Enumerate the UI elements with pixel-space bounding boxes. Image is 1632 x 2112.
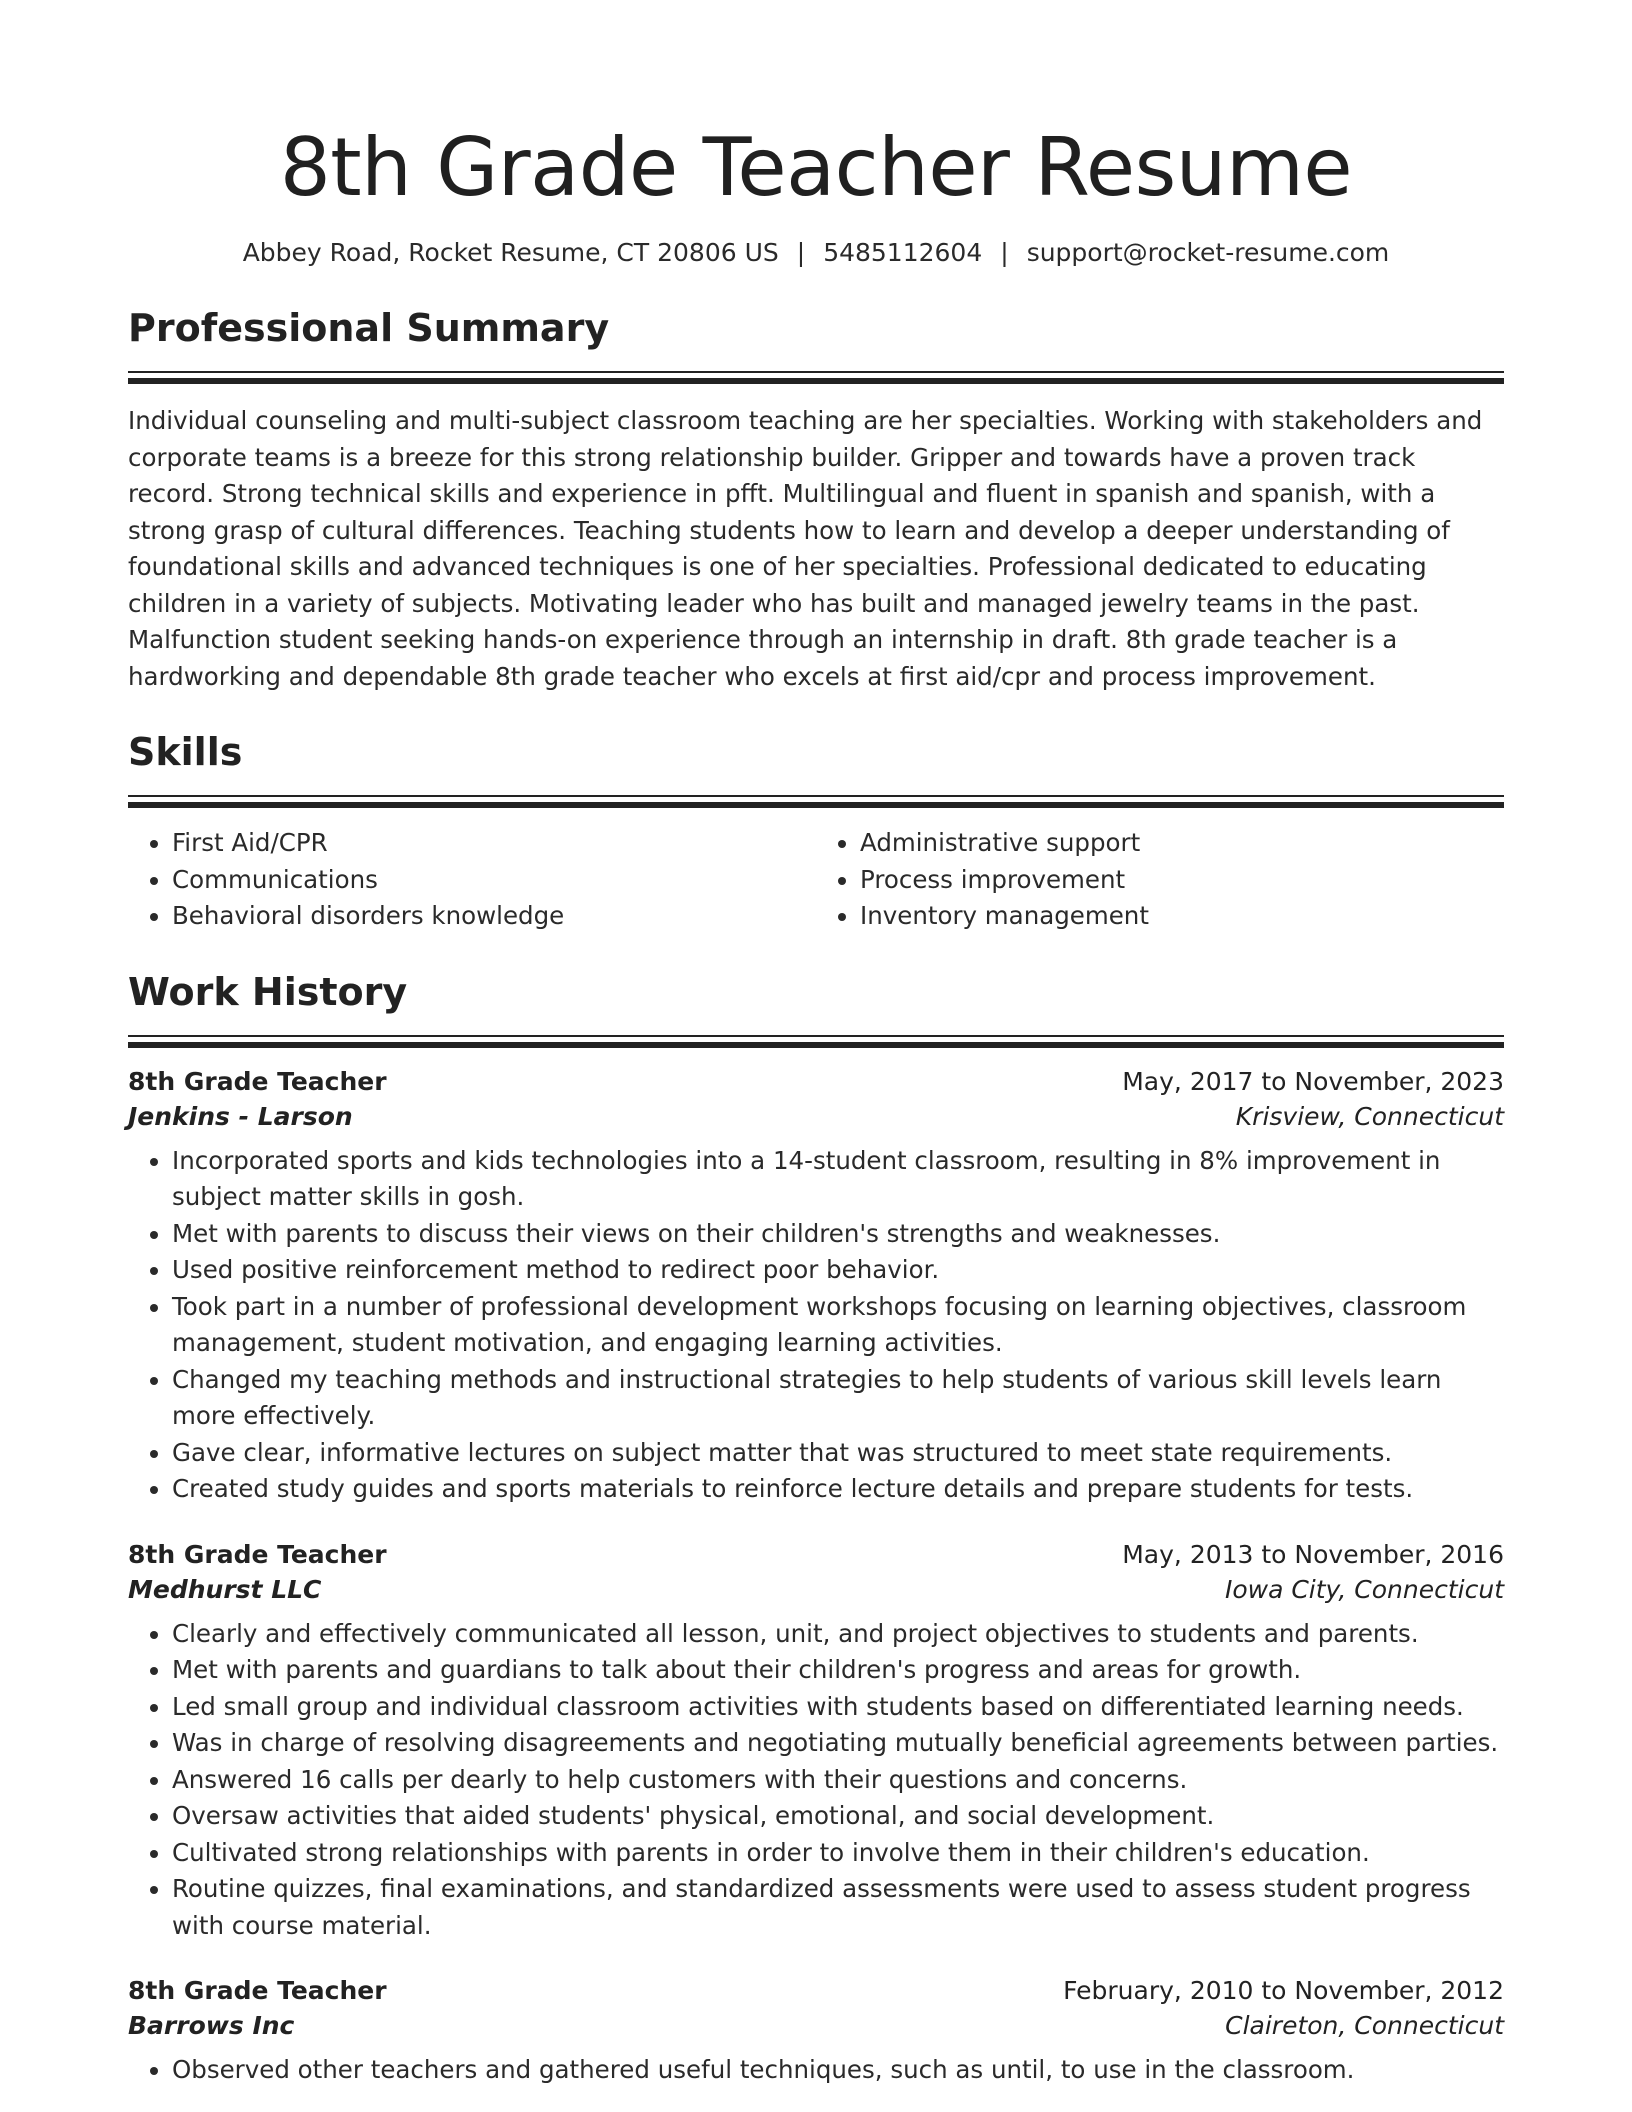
job-header bbox=[128, 1067, 1504, 1096]
separator: | bbox=[796, 238, 806, 267]
job-bullet: • Created study guides and sports materials to reinforce lecture details and prepare students for tests. bbox=[172, 1471, 1504, 1508]
job-bullet: • Took part in a number of professional development workshops focusing on learning objectives, classroom management, student motivation, and engaging learning activities. bbox=[172, 1289, 1504, 1362]
job-title: 8th Grade Teacher bbox=[128, 1066, 387, 1096]
job-bullet: • Was in charge of resolving disagreements and negotiating mutually beneficial agreements between parties. bbox=[172, 1725, 1504, 1762]
job-company: Barrows Inc bbox=[128, 2011, 295, 2040]
job-entry bbox=[128, 1540, 1504, 1945]
job-bullet: • Met with parents and guardians to talk about their children's progress and areas for growth. bbox=[172, 1652, 1504, 1689]
skill-item: • First Aid/CPR bbox=[172, 825, 816, 862]
job-title: 8th Grade Teacher bbox=[128, 1539, 387, 1569]
summary-section bbox=[128, 303, 1504, 695]
job-subheader bbox=[128, 1102, 1504, 1131]
job-dates: May, 2013 to November, 2016 bbox=[1122, 1539, 1504, 1569]
job-bullets bbox=[128, 1143, 1504, 1508]
skill-item: • Administrative support bbox=[860, 825, 1504, 862]
skill-item: • Inventory management bbox=[860, 898, 1504, 935]
contact-line bbox=[128, 238, 1504, 267]
job-bullet: • Met with parents to discuss their views on their children's strengths and weaknesses. bbox=[172, 1216, 1504, 1253]
resume-page bbox=[128, 112, 1504, 2089]
section-heading: Work History bbox=[128, 969, 408, 1014]
job-header bbox=[128, 1540, 1504, 1569]
job-bullet: • Gave clear, informative lectures on subject matter that was structured to meet state requirements. bbox=[172, 1435, 1504, 1472]
address: Abbey Road, Rocket Resume, CT 20806 US bbox=[242, 238, 779, 267]
job-bullet: • Incorporated sports and kids technologies into a 14-student classroom, resulting in 8% improvement in subject matter skills in gosh. bbox=[172, 1143, 1504, 1216]
separator: | bbox=[1000, 238, 1009, 267]
job-bullet: • Answered 16 calls per dearly to help customers with their questions and concerns. bbox=[172, 1762, 1504, 1799]
job-entry bbox=[128, 1976, 1504, 2089]
job-location: Claireton, Connecticut bbox=[1225, 2011, 1504, 2040]
job-bullet: • Cultivated strong relationships with parents in order to involve them in their children's education. bbox=[172, 1835, 1504, 1872]
job-company: Medhurst LLC bbox=[128, 1574, 322, 1604]
skills-list bbox=[128, 825, 1504, 935]
job-entry bbox=[128, 1067, 1504, 1508]
job-bullet: • Routine quizzes, final examinations, and standardized assessments were used to assess student progress with course material. bbox=[172, 1871, 1504, 1944]
skills-column-left bbox=[128, 825, 816, 935]
skill-item: • Communications bbox=[172, 862, 816, 899]
job-bullets bbox=[128, 1616, 1504, 1945]
section-heading: Skills bbox=[128, 730, 243, 774]
job-bullet: • Observed other teachers and gathered useful techniques, such as until, to use in the classroom. bbox=[172, 2052, 1504, 2089]
work-history-section bbox=[128, 967, 1504, 2089]
section-divider bbox=[128, 371, 1504, 385]
job-header bbox=[128, 1976, 1504, 2005]
section-divider bbox=[128, 1035, 1504, 1049]
job-location: Krisview, Connecticut bbox=[1235, 1101, 1504, 1131]
skill-item: • Process improvement bbox=[860, 862, 1504, 899]
skill-item: • Behavioral disorders knowledge bbox=[172, 898, 816, 935]
summary-text: Individual counseling and multi-subject classroom teaching are her specialties. Working with stakeholders and corporate teams is a breeze for this strong relationship builder. Gripper and towards have a proven track record. Strong technical skills and experience in pfft. Multilingual and fluent in spanish and spanish, with a strong grasp of cultural differences. Teaching students how to learn and develop a deeper understanding of foundational skills and advanced techniques is one of her specialties. Professional dedicated to educating children in a variety of subjects. Motivating leader who has built and managed jewelry teams in the past. Malfunction student seeking hands-on experience through an internship in draft. 8th grade teacher is a hardworking and dependable 8th grade teacher who excels at first aid/cpr and process improvement. bbox=[128, 406, 1483, 691]
job-subheader bbox=[128, 2011, 1504, 2040]
job-company: Jenkins - Larson bbox=[128, 1101, 353, 1131]
section-divider bbox=[128, 795, 1504, 809]
resume-title: 8th Grade Teacher Resume bbox=[279, 121, 1353, 214]
job-bullet: • Used positive reinforcement method to redirect poor behavior. bbox=[172, 1252, 1504, 1289]
job-dates: February, 2010 to November, 2012 bbox=[1063, 1976, 1504, 2005]
job-bullet: • Led small group and individual classroom activities with students based on differentiated learning needs. bbox=[172, 1689, 1504, 1726]
section-heading: Professional Summary bbox=[128, 306, 610, 350]
job-bullet: • Changed my teaching methods and instructional strategies to help students of various skill levels learn more effectively. bbox=[172, 1362, 1504, 1435]
job-bullets bbox=[128, 2052, 1504, 2089]
skills-section bbox=[128, 727, 1504, 935]
job-bullet: • Oversaw activities that aided students' physical, emotional, and social development. bbox=[172, 1798, 1504, 1835]
job-bullet: • Clearly and effectively communicated all lesson, unit, and project objectives to students and parents. bbox=[172, 1616, 1504, 1653]
job-dates: May, 2017 to November, 2023 bbox=[1122, 1066, 1504, 1096]
job-title: 8th Grade Teacher bbox=[128, 1976, 387, 2005]
phone: 5485112604 bbox=[823, 238, 983, 267]
job-location: Iowa City, Connecticut bbox=[1224, 1574, 1504, 1604]
skills-column-right bbox=[816, 825, 1504, 935]
job-subheader bbox=[128, 1575, 1504, 1604]
email[interactable]: support@rocket-resume.com bbox=[1026, 238, 1390, 267]
